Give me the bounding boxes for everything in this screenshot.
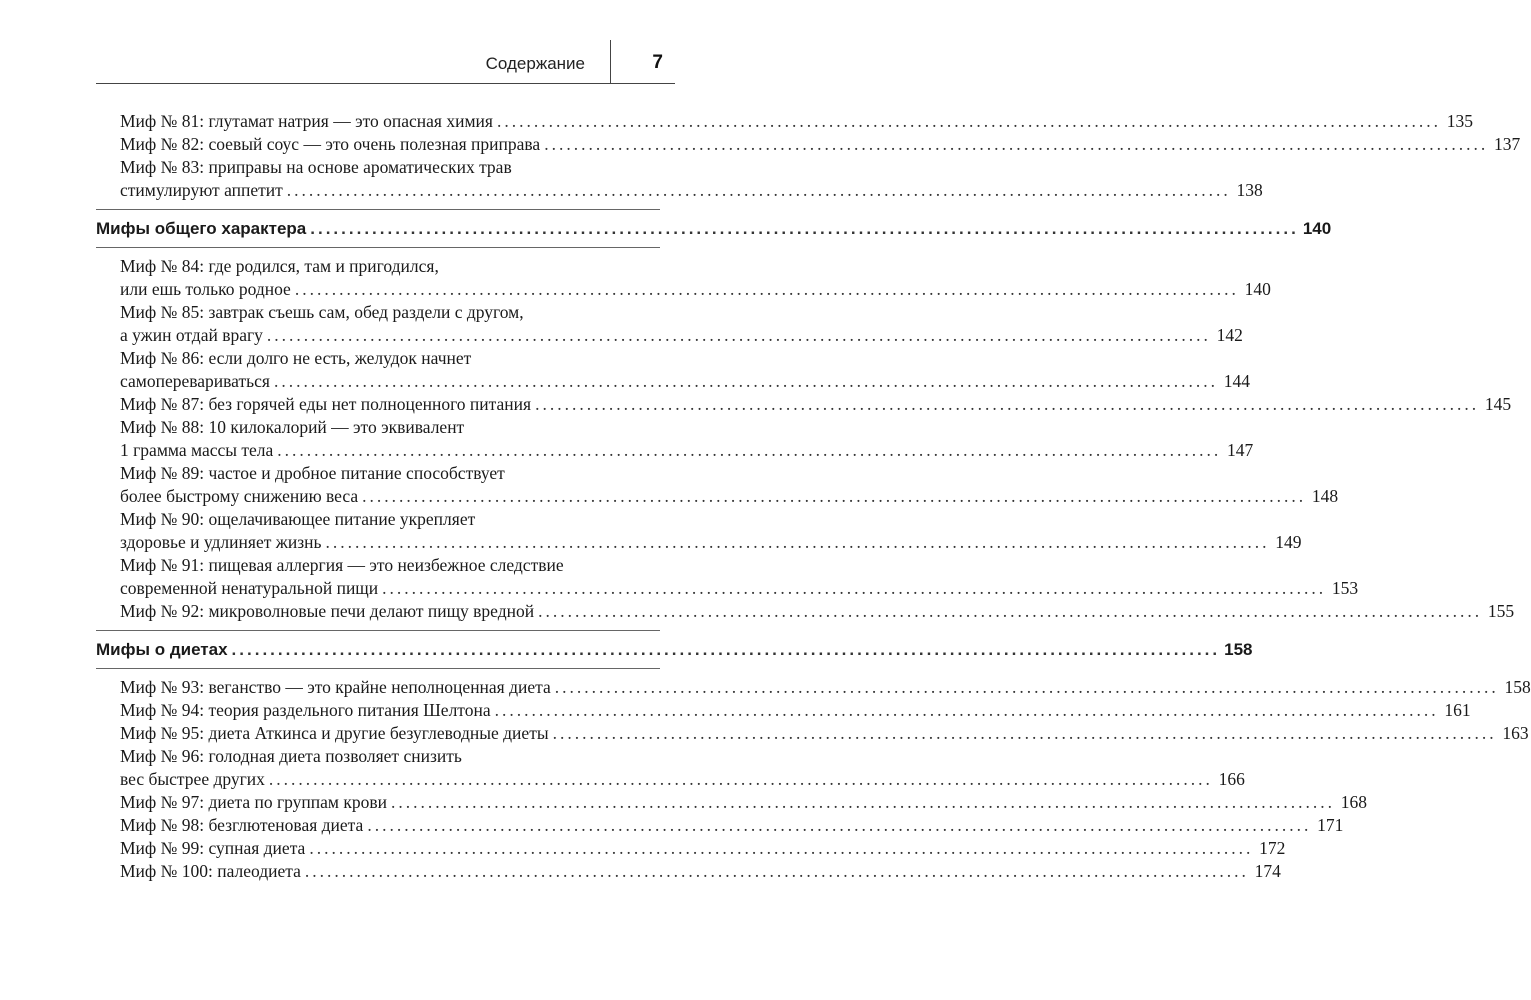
- table-of-contents: [96, 110, 1531, 883]
- toc-section-general[interactable]: [96, 217, 1332, 240]
- leader-dots: ................................................................................................................................: [391, 792, 1336, 812]
- toc-entry[interactable]: [96, 676, 1531, 699]
- entry-title-line: Миф № 81: глутамат натрия — это опасная химия: [120, 111, 493, 131]
- entry-page: 172: [1259, 838, 1286, 858]
- leader-dots: ................................................................................................................................: [496, 111, 1441, 131]
- header-rule: [96, 83, 675, 84]
- leader-dots: ................................................................................................................................: [268, 769, 1213, 789]
- entry-title-line: Миф № 84: где родился, там и пригодился,: [120, 256, 439, 276]
- section-title: Мифы общего характера: [96, 219, 307, 238]
- entry-title-line: Миф № 95: диета Аткинса и другие безуглеводные диеты: [120, 723, 549, 743]
- entry-title-line: Миф № 94: теория раздельного питания Шелтона: [120, 700, 491, 720]
- entry-title-line: более быстрому снижению веса: [120, 486, 359, 506]
- toc-entry[interactable]: [96, 860, 1281, 883]
- leader-dots: ................................................................................................................................: [310, 219, 1299, 238]
- entry-page: 145: [1484, 394, 1512, 414]
- entry-page: 148: [1311, 486, 1339, 506]
- page-number: 7: [652, 52, 663, 73]
- toc-entry[interactable]: [96, 110, 1473, 133]
- leader-dots: ................................................................................................................................: [552, 723, 1497, 743]
- section-divider: [96, 630, 660, 631]
- entry-page: 168: [1340, 792, 1368, 812]
- running-title: Содержание: [485, 54, 585, 73]
- leader-dots: ................................................................................................................................: [554, 677, 1499, 697]
- entry-title-line: Миф № 92: микроволновые печи делают пищу вредной: [120, 601, 535, 621]
- entry-page: 137: [1493, 134, 1521, 154]
- entry-title-line: Миф № 99: супная диета: [120, 838, 306, 858]
- toc-entry[interactable]: [96, 255, 1271, 301]
- entry-title-line: а ужин отдай врагу: [120, 325, 263, 345]
- toc-entry[interactable]: [96, 416, 1254, 462]
- entry-page: 161: [1444, 700, 1471, 720]
- entry-title-line: Миф № 90: ощелачивающее питание укрепляет: [120, 509, 476, 529]
- entry-page: 174: [1254, 861, 1281, 881]
- entry-title-line: Миф № 82: соевый соус — это очень полезная приправа: [120, 134, 541, 154]
- section-page: 140: [1302, 219, 1332, 238]
- entry-page: 163: [1502, 723, 1529, 743]
- toc-section-diets[interactable]: [96, 638, 1253, 661]
- toc-entry[interactable]: [96, 393, 1512, 416]
- entry-title-line: Миф № 86: если долго не есть, желудок начнет: [120, 348, 472, 368]
- toc-entry[interactable]: [96, 791, 1368, 814]
- entry-title-line: Миф № 96: голодная диета позволяет снизить: [120, 746, 462, 766]
- toc-entry[interactable]: [96, 600, 1515, 623]
- toc-entry[interactable]: [96, 554, 1359, 600]
- entry-title-line: 1 грамма массы тела: [120, 440, 274, 460]
- entry-title-line: современной ненатуральной пищи: [120, 578, 379, 598]
- page-header: [96, 40, 675, 84]
- header-divider-vertical: [610, 40, 611, 84]
- entry-page: 144: [1223, 371, 1250, 391]
- toc-entry[interactable]: [96, 347, 1250, 393]
- entry-title-line: Миф № 91: пищевая аллергия — это неизбежное следствие: [120, 555, 564, 575]
- leader-dots: ................................................................................................................................: [538, 601, 1483, 621]
- toc-entry[interactable]: [96, 837, 1286, 860]
- entry-page: 166: [1218, 769, 1245, 789]
- entry-title-line: вес быстрее других: [120, 769, 265, 789]
- toc-entry[interactable]: [96, 722, 1529, 745]
- entry-title-line: здоровье и удлиняет жизнь: [120, 532, 322, 552]
- leader-dots: ................................................................................................................................: [294, 279, 1239, 299]
- toc-entry[interactable]: [96, 745, 1245, 791]
- entry-page: 147: [1227, 440, 1254, 460]
- leader-dots: ................................................................................................................................: [266, 325, 1211, 345]
- section-divider: [96, 668, 660, 669]
- entry-title-line: самоперевариваться: [120, 371, 270, 391]
- entry-page: 138: [1236, 180, 1263, 200]
- entry-title-line: Миф № 88: 10 килокалорий — это эквивалент: [120, 417, 465, 437]
- toc-entry[interactable]: [96, 814, 1344, 837]
- entry-page: 158: [1504, 677, 1531, 697]
- entry-page: 153: [1331, 578, 1359, 598]
- section-divider: [96, 247, 660, 248]
- leader-dots: ................................................................................................................................: [309, 838, 1254, 858]
- leader-dots: ................................................................................................................................: [304, 861, 1249, 881]
- leader-dots: ................................................................................................................................: [277, 440, 1222, 460]
- leader-dots: ................................................................................................................................: [231, 640, 1221, 659]
- entry-title-line: Миф № 83: приправы на основе ароматических трав: [120, 157, 512, 177]
- entry-page: 149: [1275, 532, 1302, 552]
- toc-entry[interactable]: [96, 699, 1471, 722]
- leader-dots: ................................................................................................................................: [544, 134, 1489, 154]
- entry-title-line: стимулируют аппетит: [120, 180, 283, 200]
- toc-entry[interactable]: [96, 156, 1263, 202]
- entry-title-line: Миф № 87: без горячей еды нет полноценного питания: [120, 394, 532, 414]
- leader-dots: ................................................................................................................................: [494, 700, 1439, 720]
- toc-entry[interactable]: [96, 301, 1243, 347]
- toc-group-2: [96, 255, 1515, 623]
- entry-title-line: или ешь только родное: [120, 279, 291, 299]
- leader-dots: ................................................................................................................................: [325, 532, 1270, 552]
- leader-dots: ................................................................................................................................: [273, 371, 1218, 391]
- entry-title-line: Миф № 98: безглютеновая диета: [120, 815, 364, 835]
- section-title: Мифы о диетах: [96, 640, 228, 659]
- leader-dots: ................................................................................................................................: [367, 815, 1312, 835]
- section-page: 158: [1224, 640, 1253, 659]
- entry-title-line: Миф № 89: частое и дробное питание способствует: [120, 463, 505, 483]
- entry-page: 135: [1446, 111, 1473, 131]
- entry-title-line: Миф № 100: палеодиета: [120, 861, 301, 881]
- entry-page: 142: [1216, 325, 1243, 345]
- toc-entry[interactable]: [96, 508, 1302, 554]
- leader-dots: ................................................................................................................................: [286, 180, 1231, 200]
- toc-group-3: [96, 676, 1531, 883]
- leader-dots: ................................................................................................................................: [535, 394, 1480, 414]
- entry-page: 155: [1487, 601, 1515, 621]
- section-divider: [96, 209, 660, 210]
- toc-entry[interactable]: [96, 133, 1521, 156]
- leader-dots: ................................................................................................................................: [382, 578, 1327, 598]
- toc-entry[interactable]: [96, 462, 1339, 508]
- entry-title-line: Миф № 85: завтрак съешь сам, обед раздели с другом,: [120, 302, 524, 322]
- toc-group-1: [96, 110, 1521, 202]
- entry-page: 140: [1244, 279, 1271, 299]
- leader-dots: ................................................................................................................................: [362, 486, 1307, 506]
- entry-title-line: Миф № 93: веганство — это крайне неполноценная диета: [120, 677, 551, 697]
- entry-page: 171: [1317, 815, 1344, 835]
- entry-title-line: Миф № 97: диета по группам крови: [120, 792, 388, 812]
